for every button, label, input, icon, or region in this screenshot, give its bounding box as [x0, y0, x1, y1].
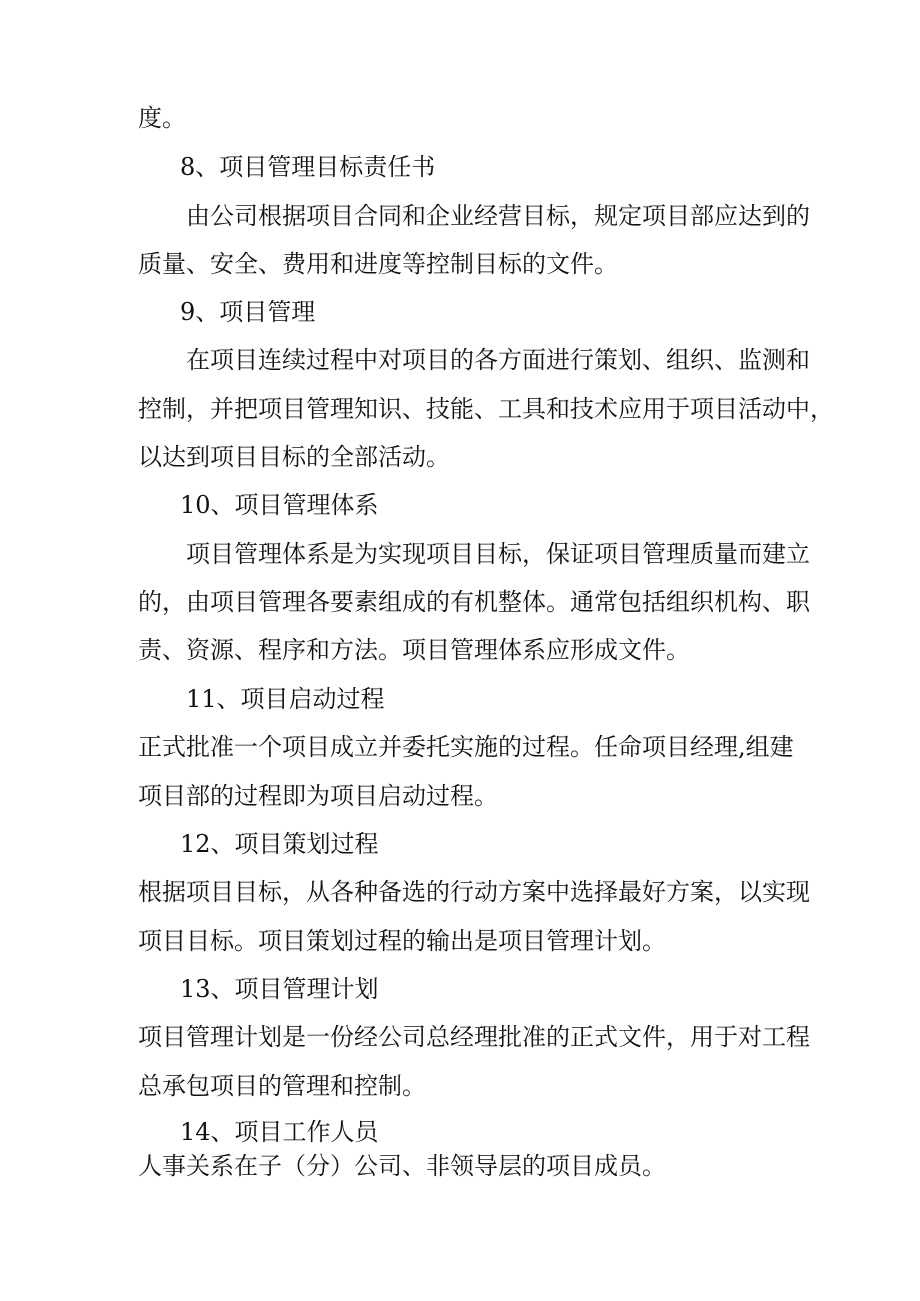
section-8-line-1: 由公司根据项目合同和企业经营目标，规定项目部应达到的 — [186, 202, 810, 230]
section-heading-14: 14、项目工作人员 — [180, 1118, 379, 1146]
section-heading-8: 8、项目管理目标责任书 — [180, 153, 436, 181]
section-10-line-2: 的，由项目管理各要素组成的有机整体。通常包括组织机构、职 — [138, 588, 810, 616]
section-9-line-2: 控制，并把项目管理知识、技能、工具和技术应用于项目活动中， — [138, 395, 834, 423]
section-10-line-1: 项目管理体系是为实现项目目标，保证项目管理质量而建立 — [186, 540, 810, 568]
section-13-line-1: 项目管理计划是一份经公司总经理批准的正式文件，用于对工程 — [138, 1023, 810, 1051]
section-12-line-1: 根据项目目标，从各种备选的行动方案中选择最好方案，以实现 — [138, 878, 810, 906]
section-11-line-1: 正式批准一个项目成立并委托实施的过程。任命项目经理,组建 — [138, 733, 794, 761]
continuation-text: 度。 — [138, 104, 186, 132]
section-heading-13: 13、项目管理计划 — [180, 975, 379, 1003]
section-8-line-2: 质量、安全、费用和进度等控制目标的文件。 — [138, 250, 618, 278]
section-14-line-1: 人事关系在子（分）公司、非领导层的项目成员。 — [138, 1152, 666, 1180]
section-11-line-2: 项目部的过程即为项目启动过程。 — [138, 782, 498, 810]
section-heading-9: 9、项目管理 — [180, 298, 316, 326]
section-9-line-1: 在项目连续过程中对项目的各方面进行策划、组织、监测和 — [186, 346, 810, 374]
section-12-line-2: 项目目标。项目策划过程的输出是项目管理计划。 — [138, 927, 666, 955]
section-heading-10: 10、项目管理体系 — [180, 491, 379, 519]
section-10-line-3: 责、资源、程序和方法。项目管理体系应形成文件。 — [138, 636, 690, 664]
section-heading-11: 11、项目启动过程 — [186, 685, 385, 713]
section-9-line-3: 以达到项目目标的全部活动。 — [138, 443, 450, 471]
section-13-line-2: 总承包项目的管理和控制。 — [138, 1072, 426, 1100]
section-heading-12: 12、项目策划过程 — [180, 830, 379, 858]
